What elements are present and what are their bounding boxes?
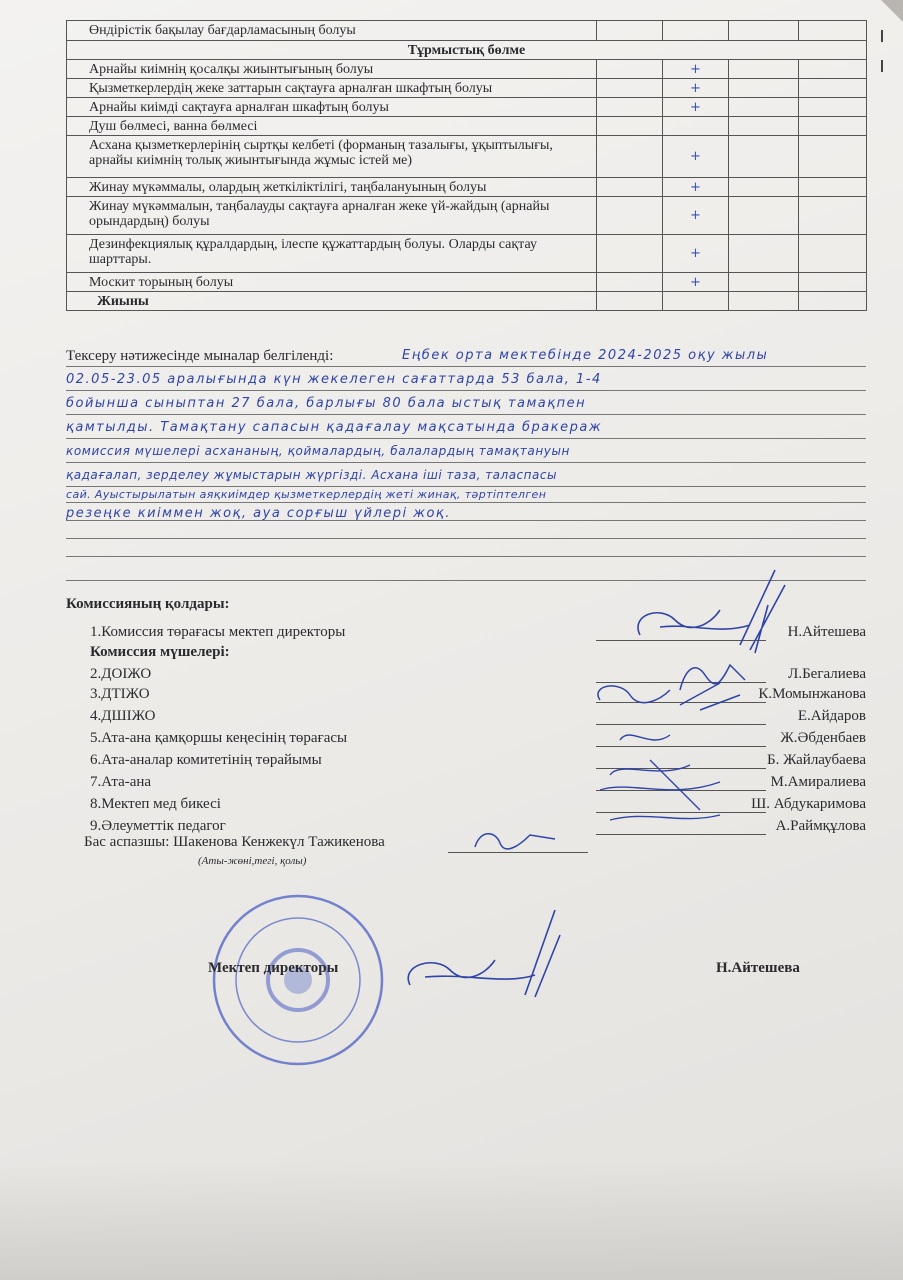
role-label: 4.ДШІЖО — [90, 708, 156, 724]
photo-shadow — [0, 1160, 903, 1280]
row-text: Өндірістік бақылау бағдарламасының болуы — [67, 21, 597, 41]
member-name: А.Раймқұлова — [775, 818, 866, 834]
row-mark: + — [663, 79, 729, 98]
findings-label: Тексеру нәтижесінде мыналар белгіленді: — [66, 348, 334, 364]
table-section-row — [67, 41, 867, 60]
signature-scribble — [590, 720, 770, 840]
table-row — [67, 79, 867, 98]
member-name: Н.Айтешева — [787, 624, 866, 640]
role-label: 9.Әлеуметтік педагог — [90, 818, 226, 834]
role-label: 5.Ата-ана қамқоршы кеңесінің төрағасы — [90, 730, 348, 746]
table-row — [67, 197, 867, 235]
section-title: Тұрмыстық бөлме — [67, 41, 867, 60]
row-mark — [663, 117, 729, 136]
role-label: 8.Мектеп мед бикесі — [90, 796, 221, 812]
table-row — [67, 21, 867, 41]
director-name: Н.Айтешева — [716, 960, 800, 976]
role-label: 3.ДТІЖО — [90, 686, 150, 702]
row-text: Асхана қызметкерлерінің сыртқы келбеті (форманың тазалығы, ұқыптылығы, арнайы киімнің толық жиынтығында жұмыс істей ме) — [67, 136, 597, 178]
row-text: Москит торының болуы — [67, 273, 597, 292]
row-text: Дезинфекциялық құралдардың, ілеспе құжаттардың болуы. Оларды сақтау шарттары. — [67, 235, 597, 273]
findings-section — [66, 342, 866, 582]
director-label: Мектеп директоры — [208, 960, 339, 976]
row-text: Қызметкерлердің жеке заттарын сақтауға арналған шкафтың болуы — [67, 79, 597, 98]
row-mark: + — [663, 197, 729, 235]
row-text: Душ бөлмесі, ванна бөлмесі — [67, 117, 597, 136]
role-label: 2.ДОІЖО — [90, 666, 152, 682]
row-mark: + — [663, 235, 729, 273]
handwritten-line: комиссия мүшелері асхананың, қоймалардың, балалардың тамақтануын — [66, 444, 570, 458]
handwritten-line: Еңбек орта мектебінде 2024-2025 оқу жылы — [402, 348, 769, 363]
table-row — [67, 235, 867, 273]
handwritten-line: 02.05-23.05 аралығында күн жекелеген сағаттарда 53 бала, 1-4 — [66, 372, 602, 387]
member-name: М.Амиралиева — [770, 774, 866, 790]
row-mark: + — [663, 178, 729, 197]
members-title: Комиссия мүшелері: — [90, 644, 230, 660]
member-name: Л.Бегалиева — [788, 666, 866, 682]
row-text: Жинау мүкәммалын, таңбалауды сақтауға арналған жеке үй-жайдың (арнайы орындардың) болуы — [67, 197, 597, 235]
page-corner — [881, 0, 903, 22]
table-row — [67, 60, 867, 79]
member-name: Б. Жайлаубаева — [766, 752, 866, 768]
role-label: 7.Ата-ана — [90, 774, 152, 790]
row-mark: + — [663, 98, 729, 117]
margin-mark — [881, 60, 891, 72]
checklist-table — [66, 20, 867, 311]
handwritten-line: резеңке киіммен жоқ, ауа сорғыш үйлері жоқ. — [66, 506, 451, 521]
handwritten-line: бойынша сыныптан 27 бала, барлығы 80 бала ыстық тамақпен — [66, 396, 587, 411]
commission-title: Комиссияның қолдары: — [66, 596, 230, 612]
handwritten-line: қамтылды. Тамақтану сапасын қадағалау мақсатында бракераж — [66, 420, 603, 435]
table-row — [67, 98, 867, 117]
official-stamp — [208, 890, 388, 1070]
row-text: Арнайы киімнің қосалқы жиынтығының болуы — [67, 60, 597, 79]
handwritten-line: сай. Ауыстырылатын аяқкиімдер қызметкерлердің жеті жинақ, тәртіптелген — [66, 488, 547, 501]
signature-hint: (Аты-жөні,тегі, қолы) — [198, 855, 307, 867]
row-mark: + — [663, 273, 729, 292]
row-text: Арнайы киімді сақтауға арналған шкафтың болуы — [67, 98, 597, 117]
signature-scribble — [470, 825, 560, 855]
total-label: Жиыны — [67, 292, 597, 311]
member-name: Е.Айдаров — [797, 708, 866, 724]
role-label: 6.Ата-аналар комитетінің төрайымы — [90, 752, 322, 768]
role-label: 1.Комиссия төрағасы мектеп директоры — [90, 624, 346, 640]
table-row — [67, 136, 867, 178]
margin-mark — [881, 30, 891, 42]
head-cook-label: Бас аспазшы: Шакенова Кенжекүл Тажикенова — [84, 834, 385, 850]
row-text: Жинау мүкәммалы, олардың жеткіліктілігі, таңбалануының болуы — [67, 178, 597, 197]
handwritten-line: қадағалап, зерделеу жұмыстарын жүргізді. Асхана іші таза, таласпасы — [66, 468, 557, 482]
table-row — [67, 273, 867, 292]
row-mark: + — [663, 60, 729, 79]
table-row — [67, 117, 867, 136]
table-row — [67, 292, 867, 311]
table-row — [67, 178, 867, 197]
member-name: К.Момынжанова — [758, 686, 866, 702]
signature-scribble — [395, 905, 565, 1005]
row-mark: + — [663, 136, 729, 178]
member-name: Ж.Әбденбаев — [780, 730, 866, 746]
member-name: Ш. Абдукаримова — [751, 796, 866, 812]
signature-scribble — [580, 675, 760, 725]
